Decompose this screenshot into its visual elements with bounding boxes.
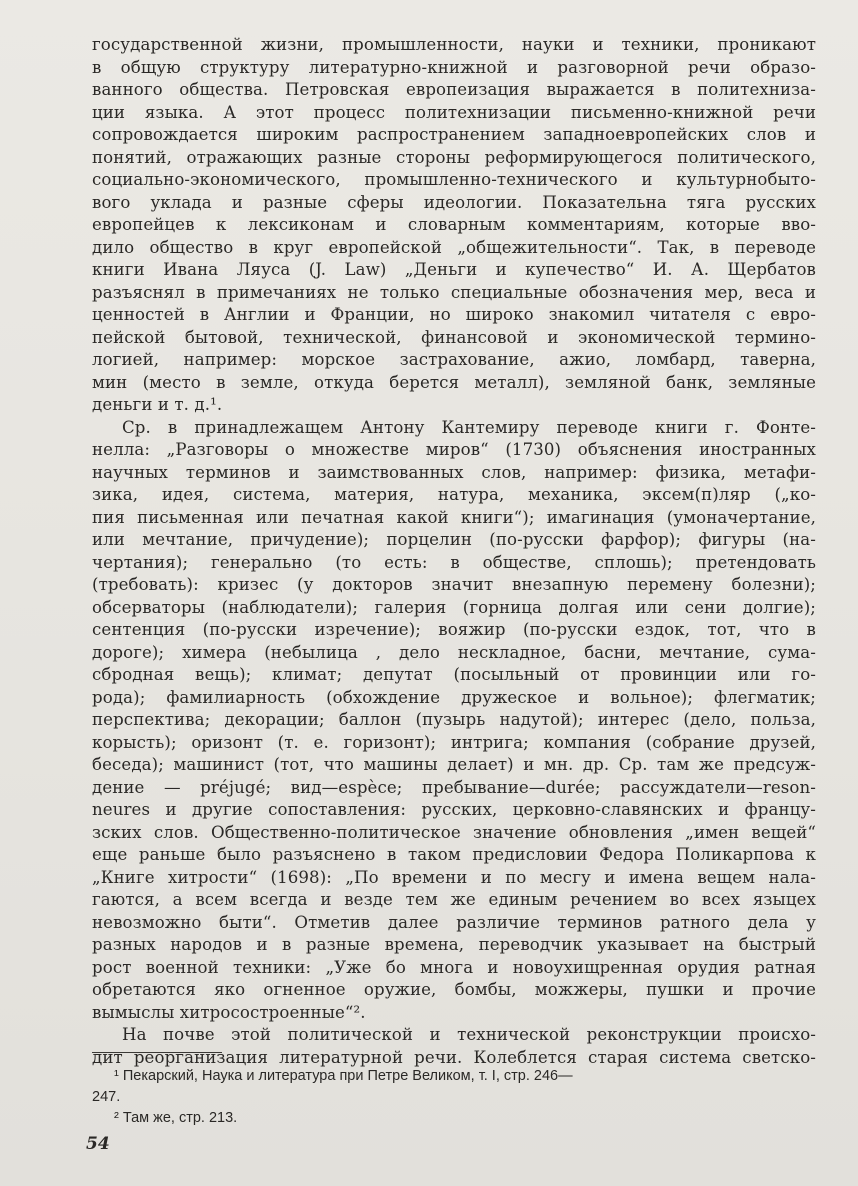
footnote-1: ¹ Пекарский, Наука и литература при Петре Великом, т. I, стр. 246— [114, 1068, 573, 1084]
text-line: рост военной техники: „Уже бо многа и новоухищренная орудия ратная [92, 957, 816, 977]
text-line: сопровождается широким распространением западноевропейских слов и [92, 125, 816, 144]
text-line: беседа); машинист (тот, что машины делает) и мн. др. Ср. там же предсуж- [92, 755, 816, 774]
text-line: рода); фамилиарность (обхождение дружеское и вольное); флегматик; [92, 687, 816, 707]
text-line: книги Ивана Ляуса (J. Law) „Деньги и купечество“ И. А. Щербатов [92, 260, 816, 279]
text-line: разных народов и в разные времена, переводчик указывает на быстрый [92, 935, 816, 954]
text-line: (требовать): кризес (у докторов значит внезапную перемену болезни); [92, 575, 816, 594]
text-line: ции языка. А этот процесс политехнизации письменно-книжной речи [92, 102, 816, 122]
text-line: научных терминов и заимствованных слов, например: физика, метафи- [92, 462, 816, 482]
text-line: понятий, отражающих разные стороны реформирующегося политического, [92, 147, 816, 167]
text-line: пия письменная или печатная какой книги“); имагинация (умоначертание, [92, 507, 816, 527]
paragraph-3 [92, 1024, 816, 1069]
text-line: сбродная вещь); климат; депутат (посыльный от провинции или го- [92, 665, 816, 684]
text-line: neures и другие сопоставления: русских, церковно-славянских и францу- [92, 800, 816, 819]
text-line: социально-экономического, промышленно-технического и культурнобыто- [92, 170, 816, 189]
text-line: государственной жизни, промышленности, науки и техники, проникают [92, 35, 816, 54]
text-line: ценностей в Англии и Франции, но широко знакомил читателя с евро- [92, 305, 816, 324]
text-line: гаются, а всем всегда и везде тем же единым речением во всех языцех [92, 890, 816, 909]
text-line: сентенция (по-русски изречение); вояжир (по-русски ездок, тот, что в [92, 620, 816, 639]
text-line: На почве этой политической и технической реконструкции происхо- [122, 1025, 816, 1044]
text-line: обретаются яко огненное оружие, бомбы, можжеры, пушки и прочие [92, 980, 816, 999]
text-line: дит реорганизация литературной речи. Колеблется старая система светско- [92, 1047, 816, 1067]
text-line: деньги и т. д.¹. [92, 395, 223, 414]
page-number: 54 [86, 1134, 110, 1154]
footnote-divider [92, 1052, 222, 1053]
text-line: вымыслы хитросостроенные“². [92, 1002, 366, 1022]
text-line: дило общество в круг европейской „общежительности“. Так, в переводе [92, 237, 816, 257]
text-line: зика, идея, система, материя, натура, механика, эксем(п)ляр („ко- [92, 485, 816, 504]
footnotes [92, 1066, 816, 1129]
text-line: или мечтание, причудение); порцелин (по-русски фарфор); фигуры (на- [92, 530, 816, 549]
text-line: еще раньше было разъяснено в таком предисловии Федора Поликарпова к [92, 845, 816, 864]
paragraph-2 [92, 417, 816, 1025]
text-line: дение — préjugé; вид—espèce; пребывание—durée; рассуждатели—reson- [92, 777, 816, 797]
text-line: корысть); оризонт (т. е. горизонт); интрига; компания (собрание друзей, [92, 732, 816, 752]
text-line: европейцев к лексиконам и словарным комментариям, которые вво- [92, 215, 816, 234]
text-line: мин (место в земле, откуда берется металл), земляной банк, земляные [92, 372, 816, 392]
text-line: логией, например: морское застрахование, ажио, ломбард, таверна, [92, 350, 816, 369]
text-line: пейской бытовой, технической, финансовой и экономической термино- [92, 327, 816, 347]
text-line: Ср. в принадлежащем Антону Кантемиру переводе книги г. Фонте- [122, 417, 816, 437]
text-line: чертания); генерально (то есть: в обществе, сплошь); претендовать [92, 552, 816, 572]
text-line: нелла: „Разговоры о множестве миров“ (1730) объяснения иностранных [92, 440, 816, 459]
text-line: в общую структуру литературно-книжной и разговорной речи образо- [92, 57, 816, 77]
text-line: вого уклада и разные сферы идеологии. Показательна тяга русских [92, 192, 816, 212]
footnote-2: ² Там же, стр. 213. [114, 1110, 238, 1126]
text-line: разъяснял в примечаниях не только специальные обозначения мер, веса и [92, 282, 816, 302]
text-line: зских слов. Общественно-политическое значение обновления „имен вещей“ [92, 822, 816, 842]
main-text [92, 34, 816, 1069]
text-line: перспектива; декорации; баллон (пузырь надутой); интерес (дело, польза, [92, 710, 816, 729]
text-line: дороге); химера (небылица , дело нескладное, басни, мечтание, сума- [92, 642, 816, 662]
text-line: обсерваторы (наблюдатели); галерия (горница долгая или сени долгие); [92, 597, 816, 617]
footnote-1-continuation: 247. [92, 1089, 121, 1105]
text-line: ванного общества. Петровская европеизация выражается в политехниза- [92, 80, 816, 99]
text-line: невозможно быти“. Отметив далее различие терминов ратного дела у [92, 912, 816, 932]
text-line: „Книге хитрости“ (1698): „По времени и по месгу и имена вещем нала- [92, 867, 816, 887]
paragraph-1 [92, 34, 816, 417]
